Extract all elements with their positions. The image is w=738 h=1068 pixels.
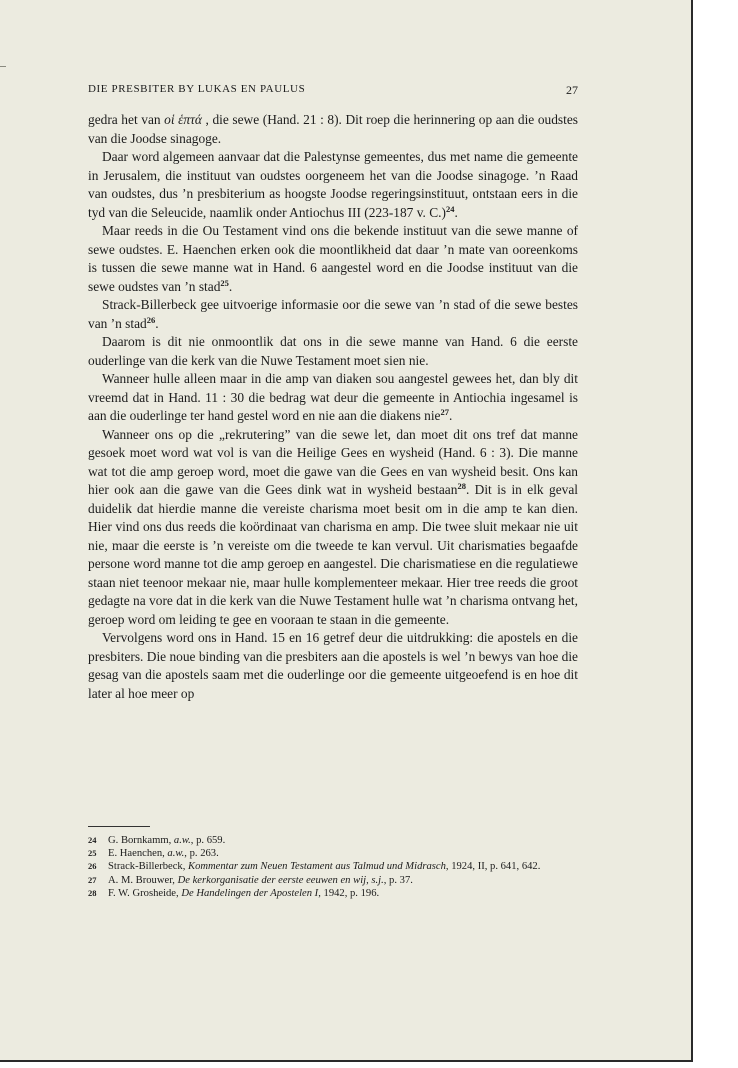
footnotes [88, 834, 578, 900]
paragraph [88, 296, 578, 333]
text-segment: . [449, 408, 453, 423]
footnote-separator [88, 826, 150, 827]
text-segment: , p. 659. [190, 835, 226, 846]
footnote-ref: 26 [146, 314, 156, 325]
paragraph [88, 629, 578, 703]
footnote-number: 27 [88, 874, 97, 885]
text-segment: A. M. Brouwer, [108, 874, 178, 886]
footnote-ref: 28 [457, 481, 466, 491]
text-segment: . [228, 278, 233, 294]
text-segment: , 1942, p. 196. [318, 887, 380, 899]
page-number: 27 [566, 83, 578, 97]
paragraph [88, 426, 578, 630]
footnote [88, 887, 578, 900]
text-segment: , 1924, II, p. 641, 642. [445, 861, 541, 873]
footnote-ref: 24 [446, 203, 455, 214]
text-segment: Daar word algemeen aanvaar dat die Palestynse gemeentes, dus met name die gemeente in Jerusalem, die instituut van oudstes oorgeneem het van die Joodse sinagoge. ’n Raad van oudstes, dus ’n presbiterium as hoogste Joodse regeringsinstituut, ontstaan eers in die tyd van die Seleucide, naamlik onder Antiochus III (223-187 v. C.) [88, 149, 578, 220]
text-segment: Maar reeds in die Ou Testament vind ons die bekende instituut van die sewe manne of sewe oudstes. E. Haenchen erken ook die moontlikheid dat daar ’n mate van ooreenkoms is tussen die sewe manne wat in Hand. 6 aangestel word en die Joodse instituut van die sewe oudstes van ’n stad [88, 223, 578, 294]
paragraph [88, 333, 578, 370]
body-text [88, 111, 578, 703]
text-segment: Wanneer ons op die „rekrutering” van die sewe let, dan moet dit ons tref dat manne gesoek moet word wat vol is van die Heilige Gees en wysheid (Hand. 6 : 3). Die manne wat tot die amp geroep word, moet die gawe van die Gees en van wysheid besit. Ons kan hier ook aan die gawe van die Gees dink wat in wysheid bestaan [88, 426, 578, 497]
footnote [88, 847, 578, 860]
running-title: DIE PRESBITER BY LUKAS EN PAULUS [88, 83, 306, 95]
text-segment: , p. 263. [184, 848, 219, 860]
footnote-number: 24 [88, 835, 97, 845]
greek-text: οἱ ἑπτά [164, 112, 202, 127]
text-segment: F. W. Grosheide, [108, 887, 182, 899]
page-edge-mark [0, 66, 6, 67]
running-header [88, 83, 578, 97]
text-segment: G. Bornkamm, [108, 835, 174, 846]
footnote [88, 834, 578, 847]
footnote [88, 860, 578, 873]
italic-text: De kerkorganisatie der eerste eeuwen en wij, s.j. [177, 874, 384, 886]
text-segment: Strack-Billerbeck gee uitvoerige informasie oor die sewe van ’n stad of die sewe bestes van ’n stad [88, 297, 578, 331]
footnote-number: 25 [88, 848, 97, 859]
text-segment: gedra het van [88, 112, 165, 127]
footnote-ref: 27 [440, 407, 449, 417]
text-segment: Wanneer hulle alleen maar in die amp van diaken sou aangestel gewees het, dan bly dit vreemd dat in Hand. 11 : 30 die bedrag wat deur die gemeente in Antiochia ingesamel is aan die ouderlinge ter hand gestel word en nie aan die diakens nie [88, 371, 578, 423]
italic-text: a.w. [173, 835, 191, 846]
footnote-ref: 25 [220, 277, 229, 288]
italic-text: Kommentar zum Neuen Testament aus Talmud und Midrasch [188, 861, 446, 873]
text-segment: Daarom is dit nie onmoontlik dat ons in die sewe manne van Hand. 6 die eerste ouderlinge van die kerk van die Nuwe Testament moet sien nie. [88, 334, 578, 368]
text-segment: . [454, 204, 458, 220]
text-segment: Strack-Billerbeck, [108, 861, 189, 873]
text-segment: . Dit is in elk geval duidelik dat hierdie manne die vereiste charisma moet besit om in die amp te kan dien. Hier vind ons dus reeds die koördinaat van charisma en amp. Die twee sluit mekaar nie uit nie, maar die eerste is ’n vereiste om die tweede te kan vervul. Uit charismaties begaafde persone word manne tot die amp geroep en aangestel. Die charismatiese en die regulatiewe staan niet teenoor mekaar nie, maar hulle komplementeer mekaar. Hier tree reeds die groot gedagte na vore dat in die kerk van die Nuwe Testament hulle wat ’n charisma ontvang het, geroep word om leiding te gee en vooraan te staan in die gemeente. [88, 482, 578, 627]
paragraph [88, 370, 578, 426]
text-segment: . [155, 315, 159, 331]
footnote-number: 26 [88, 861, 97, 872]
footnote-number: 28 [88, 887, 97, 898]
text-segment: E. Haenchen, [108, 848, 168, 860]
paragraph [88, 111, 578, 148]
italic-text: De Handelingen der Apostelen I [181, 887, 319, 899]
text-segment: Vervolgens word ons in Hand. 15 en 16 getref deur die uitdrukking: die apostels en die presbiters. Die noue binding van die presbiters aan die apostels is wel ’n bewys van hoe die gesag van die apostels saam met die ouderlinge oor die gemeente uitgeoefend is en hoe dit later al hoe meer op [88, 630, 578, 701]
paragraph [88, 148, 578, 222]
italic-text: a.w. [167, 848, 185, 860]
footnote [88, 874, 578, 887]
paragraph [88, 222, 578, 296]
text-segment: , die sewe (Hand. 21 : 8). Dit roep die herinnering op aan die oudstes van die Joodse sinagoge. [88, 112, 578, 146]
text-segment: , p. 37. [383, 874, 413, 886]
